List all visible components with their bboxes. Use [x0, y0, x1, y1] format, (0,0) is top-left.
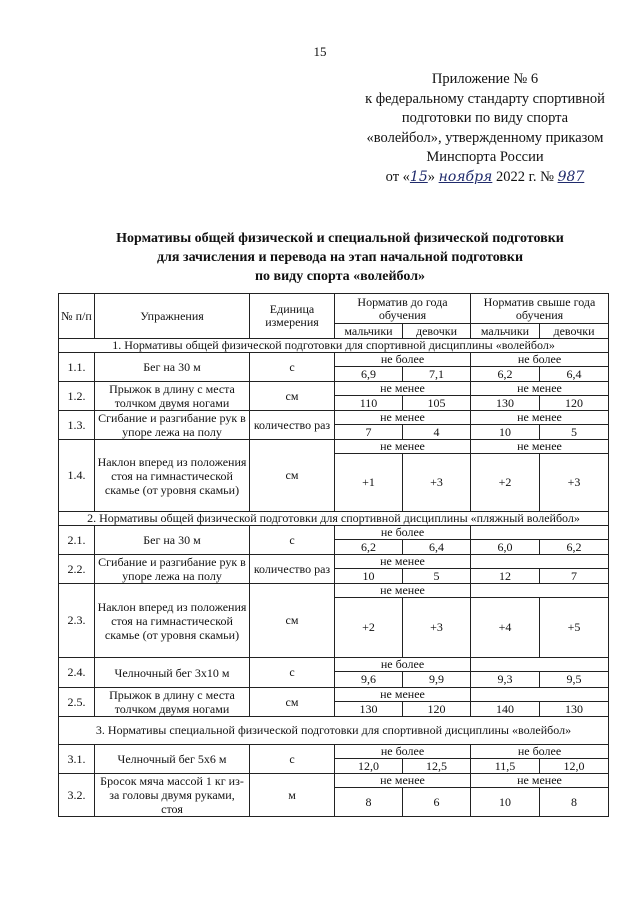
condition-over	[471, 688, 609, 702]
table-row	[59, 745, 609, 759]
table-row	[59, 555, 609, 569]
value-upto-girls: 12,5	[403, 759, 471, 774]
section-title: 3. Нормативы специальной физической подготовки для спортивной дисциплины «волейбол»	[59, 717, 609, 745]
row-number: 1.1.	[59, 353, 95, 382]
header-num: № п/п	[59, 294, 95, 339]
value-upto-boys: 8	[335, 788, 403, 817]
row-number: 2.1.	[59, 526, 95, 555]
exercise-name: Наклон вперед из положения стоя на гимнастической скамье (от уровня скамьи)	[95, 440, 250, 512]
condition-over	[471, 555, 609, 569]
exercise-name: Наклон вперед из положения стоя на гимнастической скамье (от уровня скамьи)	[95, 584, 250, 658]
condition-over: не более	[471, 353, 609, 367]
date-prefix: от «	[385, 168, 410, 185]
section-title: 2. Нормативы общей физической подготовки для спортивной дисциплины «пляжный волейбол»	[59, 512, 609, 526]
date-day: 15	[409, 168, 428, 185]
value-over-boys: 10	[471, 425, 540, 440]
value-over-boys: 130	[471, 396, 540, 411]
value-over-boys: +2	[471, 454, 540, 512]
date-year: 2022 г. №	[495, 168, 554, 185]
exercise-name: Бег на 30 м	[95, 353, 250, 382]
value-over-boys: 12	[471, 569, 540, 584]
condition-over	[471, 584, 609, 598]
row-number: 1.2.	[59, 382, 95, 411]
value-over-girls: 6,2	[540, 540, 609, 555]
unit-cell: количество раз	[250, 555, 335, 584]
exercise-name: Прыжок в длину с места толчком двумя ногами	[95, 688, 250, 717]
header-unit: Единица измерения	[250, 294, 335, 339]
value-over-girls: 12,0	[540, 759, 609, 774]
document-title	[60, 229, 620, 286]
unit-cell: см	[250, 688, 335, 717]
page-number: 15	[313, 44, 327, 59]
value-over-boys: 6,2	[471, 367, 540, 382]
value-upto-boys: 9,6	[335, 672, 403, 688]
unit-cell: см	[250, 382, 335, 411]
unit-cell: с	[250, 526, 335, 555]
table-row	[59, 584, 609, 598]
exercise-name: Бег на 30 м	[95, 526, 250, 555]
header-boys: мальчики	[471, 324, 540, 339]
value-over-girls: 120	[540, 396, 609, 411]
condition-upto: не менее	[335, 774, 471, 788]
condition-upto: не менее	[335, 555, 471, 569]
unit-cell: с	[250, 353, 335, 382]
exercise-name: Сгибание и разгибание рук в упоре лежа на полу	[95, 411, 250, 440]
row-number: 2.4.	[59, 658, 95, 688]
value-upto-boys: 110	[335, 396, 403, 411]
value-upto-boys: 10	[335, 569, 403, 584]
value-over-girls: 9,5	[540, 672, 609, 688]
unit-cell: см	[250, 440, 335, 512]
condition-upto: не более	[335, 658, 471, 672]
table-row	[59, 658, 609, 672]
row-number: 2.5.	[59, 688, 95, 717]
condition-upto: не более	[335, 353, 471, 367]
exercise-name: Челночный бег 5х6 м	[95, 745, 250, 774]
value-over-boys: 140	[471, 702, 540, 717]
appendix-line: подготовки по виду спорта	[401, 110, 569, 126]
value-upto-boys: 6,9	[335, 367, 403, 382]
unit-cell: с	[250, 658, 335, 688]
header-girls: девочки	[540, 324, 609, 339]
condition-over	[471, 658, 609, 672]
appendix-date-line	[340, 168, 630, 188]
value-upto-girls: +3	[403, 598, 471, 658]
row-number: 1.3.	[59, 411, 95, 440]
value-over-girls: 130	[540, 702, 609, 717]
header-norm-over: Норматив свыше года обучения	[471, 294, 609, 324]
value-over-girls: 7	[540, 569, 609, 584]
row-number: 3.1.	[59, 745, 95, 774]
title-line: для зачисления и перевода на этап начальной подготовки	[156, 250, 524, 265]
value-upto-girls: 6,4	[403, 540, 471, 555]
value-over-boys: 11,5	[471, 759, 540, 774]
order-number: 987	[557, 168, 585, 185]
condition-over	[471, 526, 609, 540]
appendix-block	[340, 70, 630, 187]
value-upto-girls: 5	[403, 569, 471, 584]
appendix-line: «волейбол», утвержденному приказом	[366, 129, 604, 146]
value-over-boys: 10	[471, 788, 540, 817]
condition-upto: не более	[335, 745, 471, 759]
table-row	[59, 382, 609, 396]
unit-cell: м	[250, 774, 335, 817]
date-month: ноября	[438, 168, 493, 185]
header-boys: мальчики	[335, 324, 403, 339]
value-over-girls: +3	[540, 454, 609, 512]
date-mid: »	[427, 168, 435, 185]
norms-table	[58, 293, 609, 817]
table-body	[59, 339, 609, 817]
value-over-boys: 9,3	[471, 672, 540, 688]
value-upto-boys: +1	[335, 454, 403, 512]
condition-over: не менее	[471, 382, 609, 396]
table-row	[59, 353, 609, 367]
value-upto-boys: 12,0	[335, 759, 403, 774]
unit-cell: с	[250, 745, 335, 774]
value-over-boys: +4	[471, 598, 540, 658]
header-exercise: Упражнения	[95, 294, 250, 339]
header-girls: девочки	[403, 324, 471, 339]
value-upto-boys: +2	[335, 598, 403, 658]
value-upto-girls: 120	[403, 702, 471, 717]
table-row	[59, 411, 609, 425]
exercise-name: Челночный бег 3х10 м	[95, 658, 250, 688]
condition-over: не менее	[471, 440, 609, 454]
row-number: 3.2.	[59, 774, 95, 817]
title-line: по виду спорта «волейбол»	[254, 269, 426, 284]
unit-cell: количество раз	[250, 411, 335, 440]
value-upto-girls: 105	[403, 396, 471, 411]
appendix-line: Приложение № 6	[431, 71, 539, 87]
condition-over: не менее	[471, 774, 609, 788]
value-over-girls: 8	[540, 788, 609, 817]
row-number: 2.3.	[59, 584, 95, 658]
section-row	[59, 717, 609, 745]
unit-cell: см	[250, 584, 335, 658]
table-row	[59, 688, 609, 702]
value-over-boys: 6,0	[471, 540, 540, 555]
section-title: 1. Нормативы общей физической подготовки для спортивной дисциплины «волейбол»	[59, 339, 609, 353]
condition-upto: не менее	[335, 382, 471, 396]
value-upto-boys: 130	[335, 702, 403, 717]
value-upto-girls: 7,1	[403, 367, 471, 382]
appendix-line: к федеральному стандарту спортивной	[365, 90, 605, 107]
condition-upto: не менее	[335, 411, 471, 425]
condition-over: не более	[471, 745, 609, 759]
value-upto-girls: +3	[403, 454, 471, 512]
value-upto-boys: 7	[335, 425, 403, 440]
condition-upto: не более	[335, 526, 471, 540]
row-number: 1.4.	[59, 440, 95, 512]
exercise-name: Сгибание и разгибание рук в упоре лежа на полу	[95, 555, 250, 584]
header-norm-upto: Норматив до года обучения	[335, 294, 471, 324]
condition-upto: не менее	[335, 688, 471, 702]
condition-upto: не менее	[335, 584, 471, 598]
value-upto-girls: 6	[403, 788, 471, 817]
value-over-girls: 6,4	[540, 367, 609, 382]
exercise-name: Бросок мяча массой 1 кг из-за головы двумя руками, стоя	[95, 774, 250, 817]
value-over-girls: +5	[540, 598, 609, 658]
table-row	[59, 774, 609, 788]
value-upto-girls: 9,9	[403, 672, 471, 688]
condition-over: не менее	[471, 411, 609, 425]
title-line: Нормативы общей физической и специальной физической подготовки	[116, 231, 564, 246]
value-upto-girls: 4	[403, 425, 471, 440]
section-row	[59, 512, 609, 526]
exercise-name: Прыжок в длину с места толчком двумя ногами	[95, 382, 250, 411]
appendix-line: Минспорта России	[426, 149, 544, 165]
condition-upto: не менее	[335, 440, 471, 454]
table-row	[59, 526, 609, 540]
row-number: 2.2.	[59, 555, 95, 584]
value-over-girls: 5	[540, 425, 609, 440]
value-upto-boys: 6,2	[335, 540, 403, 555]
section-row	[59, 339, 609, 353]
table-row	[59, 440, 609, 454]
